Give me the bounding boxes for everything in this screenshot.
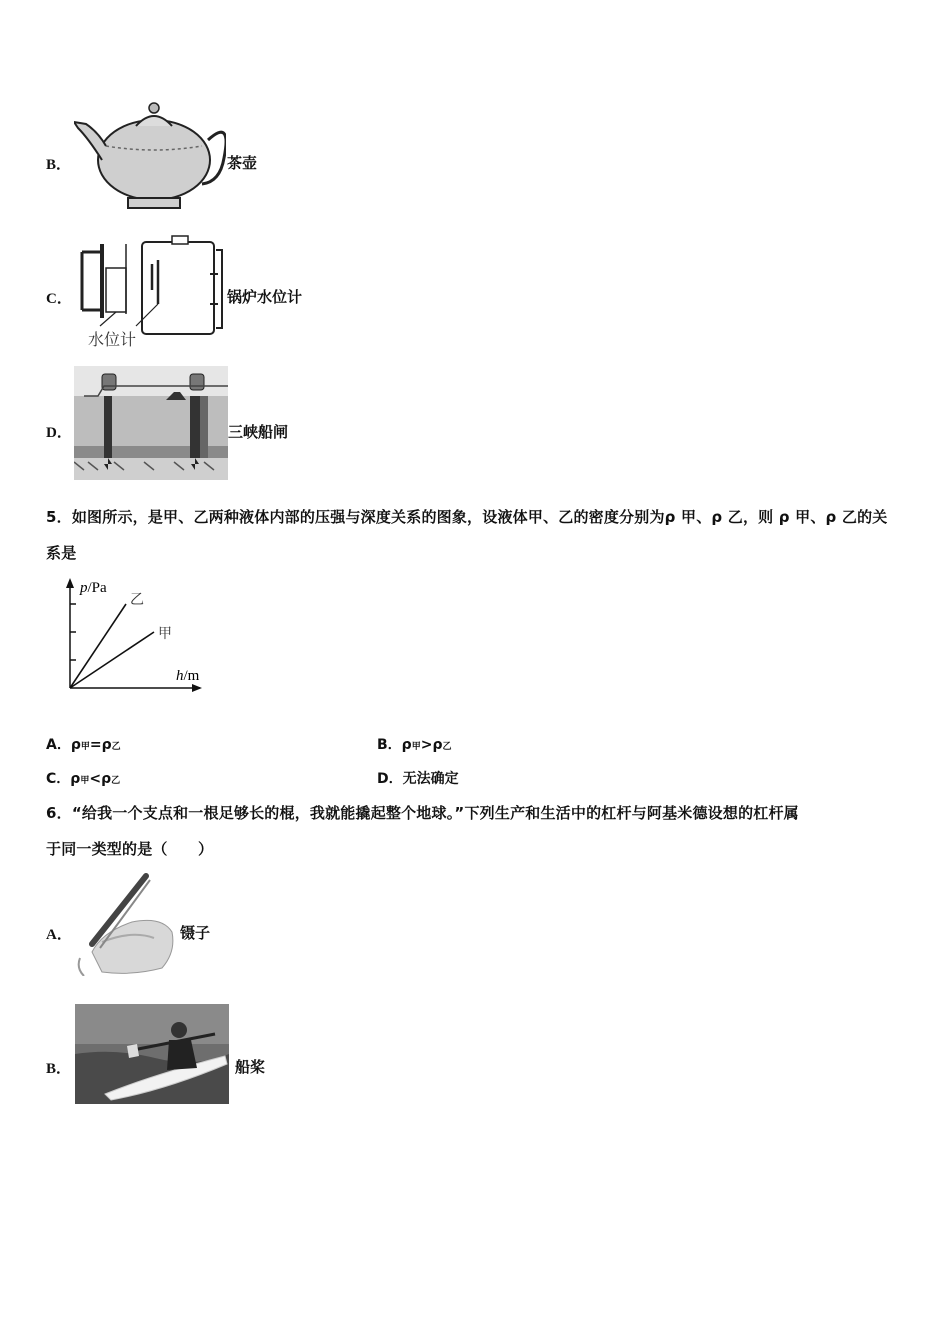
q6-stem-line2: 于同一类型的是（ ） bbox=[46, 840, 214, 858]
answer-letter: A． bbox=[46, 737, 71, 753]
q5-stem-line1 bbox=[46, 506, 888, 527]
q6-number: 6． bbox=[46, 804, 72, 822]
q4-option-d-caption: 三峡船闸 bbox=[228, 423, 289, 441]
teapot-icon bbox=[74, 98, 226, 214]
x-axis-label: h/m bbox=[176, 668, 200, 684]
q4-option-d-letter: D． bbox=[46, 425, 72, 441]
q4-option-c-caption: 锅炉水位计 bbox=[227, 288, 303, 306]
subscript: 乙 bbox=[111, 776, 121, 786]
answer-letter: B． bbox=[377, 737, 402, 753]
relation: < bbox=[89, 771, 102, 787]
subscript: 甲 bbox=[80, 742, 90, 752]
series-label-甲: 甲 bbox=[158, 627, 172, 642]
answer-text: 无法确定 bbox=[402, 771, 459, 787]
ship-lock-icon bbox=[74, 366, 228, 480]
q5-answer-b[interactable] bbox=[377, 734, 452, 754]
tweezers-icon bbox=[72, 872, 178, 976]
q5-answer-d[interactable] bbox=[377, 768, 459, 788]
q6-option-b-letter: B． bbox=[46, 1061, 72, 1077]
rho-symbol: ρ bbox=[101, 771, 112, 787]
q5-answer-a[interactable] bbox=[46, 734, 121, 754]
subscript: 乙 bbox=[442, 742, 452, 752]
rho-symbol: ρ bbox=[101, 737, 112, 753]
x-axis-arrow bbox=[192, 684, 202, 692]
answer-letter: C． bbox=[46, 771, 71, 787]
series-label-乙: 乙 bbox=[130, 593, 144, 608]
q4-option-b-caption: 茶壶 bbox=[227, 154, 258, 172]
rho-symbol: ρ bbox=[432, 737, 443, 753]
boiler-figure-label: 水位计 bbox=[88, 330, 137, 349]
subscript: 甲 bbox=[411, 742, 421, 752]
relation: > bbox=[420, 737, 433, 753]
subscript: 乙 bbox=[111, 742, 121, 752]
series-line-乙 bbox=[70, 604, 126, 688]
rho-symbol: ρ bbox=[70, 771, 81, 787]
answer-letter: D． bbox=[377, 771, 403, 787]
rho-symbol: ρ bbox=[401, 737, 412, 753]
q5-answer-c[interactable] bbox=[46, 768, 120, 788]
q5-text-1: 如图所示，是甲、乙两种液体内部的压强与深度关系的图象，设液体甲、乙的密度分别为ρ 甲、ρ 乙，则 ρ 甲、ρ 乙的关 bbox=[71, 508, 888, 526]
q6-option-a-caption: 镊子 bbox=[180, 924, 211, 942]
relation: = bbox=[89, 737, 102, 753]
y-axis-arrow bbox=[66, 578, 74, 588]
q6-text-1: “给我一个支点和一根足够长的棍，我就能撬起整个地球。”下列生产和生活中的杠杆与阿基米德设想的杠杆属 bbox=[71, 804, 799, 822]
q5-number: 5． bbox=[46, 508, 72, 526]
y-axis-label: p/Pa bbox=[80, 580, 107, 596]
q4-option-b-letter: B． bbox=[46, 157, 72, 173]
rho-symbol: ρ bbox=[70, 737, 81, 753]
q6-option-a-letter: A． bbox=[46, 927, 72, 943]
subscript: 甲 bbox=[80, 776, 90, 786]
q5-stem-line2: 系是 bbox=[46, 544, 77, 562]
q6-stem-line1 bbox=[46, 802, 799, 823]
pressure-depth-chart bbox=[50, 574, 220, 704]
series-line-甲 bbox=[70, 632, 154, 688]
q4-option-c-letter: C． bbox=[46, 291, 72, 307]
q6-option-b-caption: 船桨 bbox=[235, 1058, 266, 1076]
canoe-paddle-icon bbox=[75, 1004, 229, 1104]
